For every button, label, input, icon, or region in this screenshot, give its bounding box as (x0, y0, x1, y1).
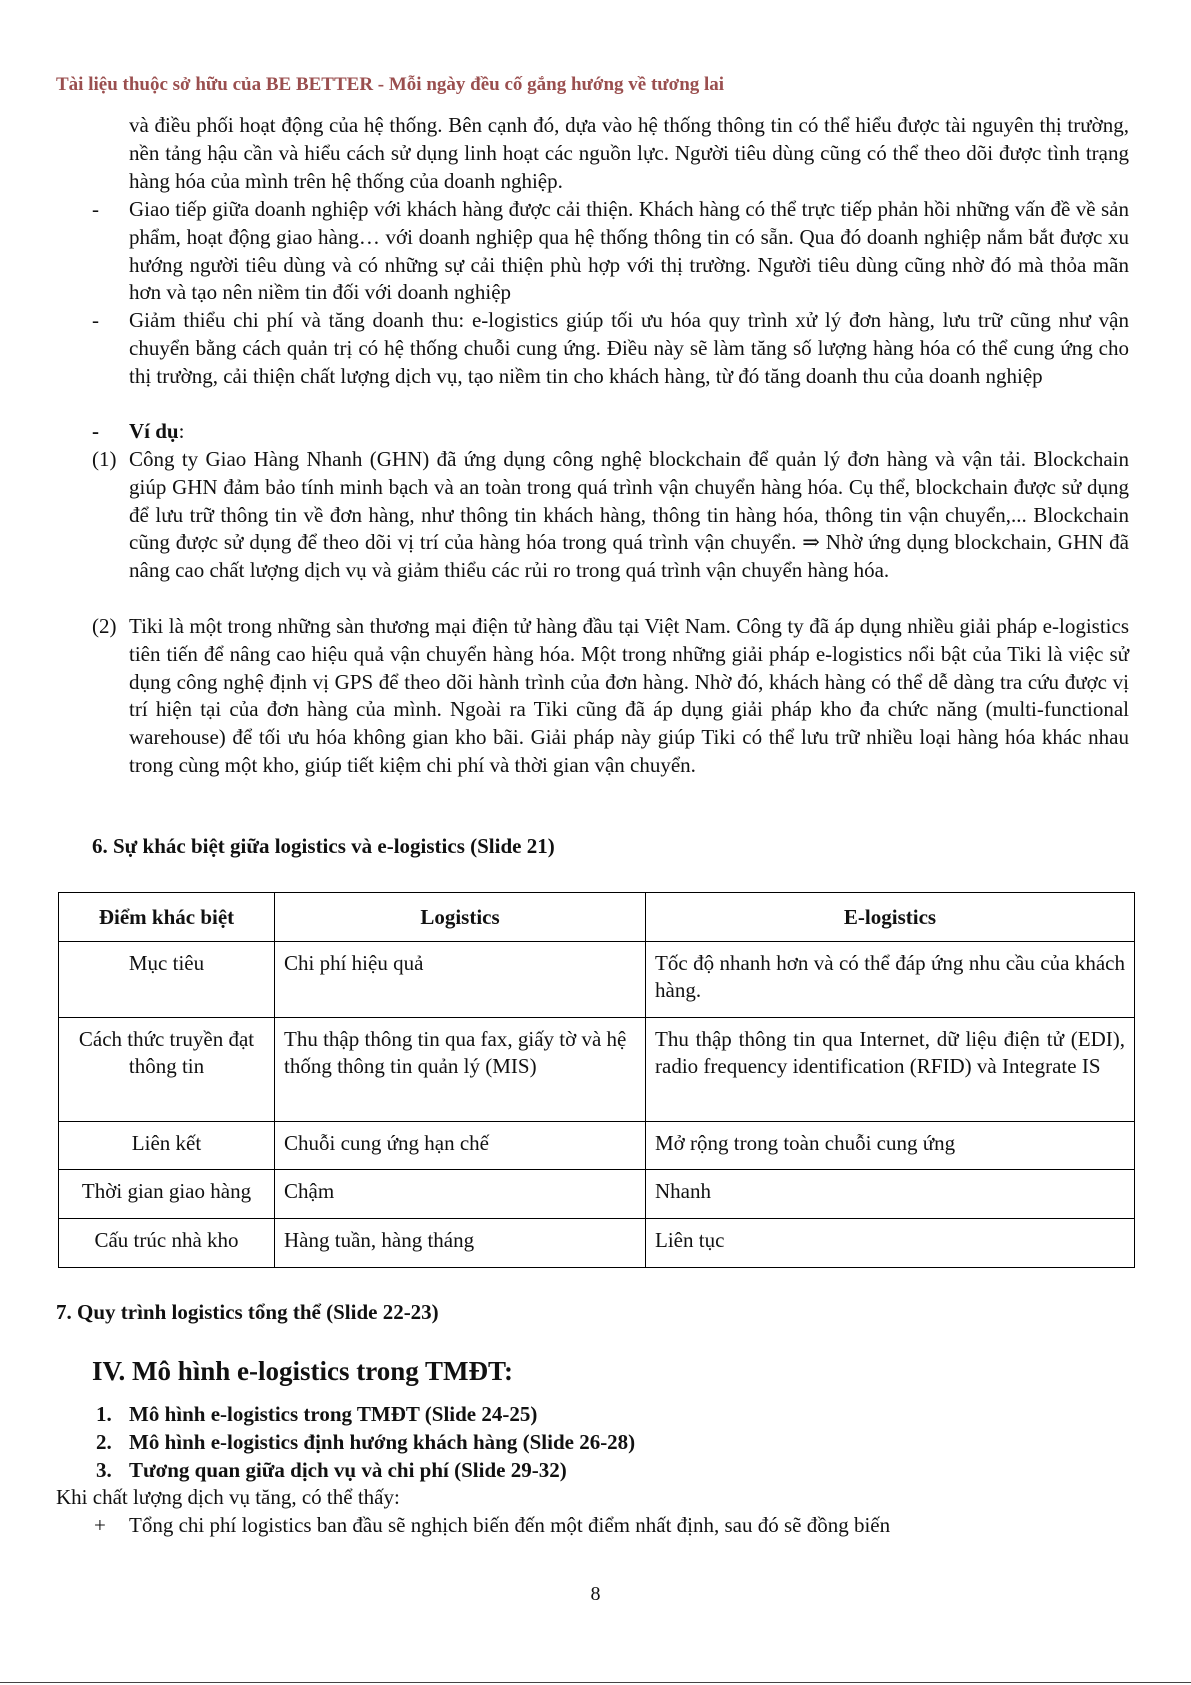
table-cell: Thời gian giao hàng (59, 1170, 275, 1219)
numbered-index: 1. (96, 1402, 112, 1426)
section-7-title: 7. Quy trình logistics tổng thể (Slide 22-23) (56, 1300, 439, 1324)
table-cell: Chi phí hiệu quả (275, 942, 646, 1018)
table-cell: Thu thập thông tin qua Internet, dữ liệu điện tử (EDI), radio frequency identification (RFID) và Integrate IS (646, 1018, 1135, 1122)
table-cell: Thu thập thông tin qua fax, giấy tờ và hệ thống thông tin quản lý (MIS) (275, 1018, 646, 1122)
numbered-index: 3. (96, 1458, 112, 1482)
section-6-title: 6. Sự khác biệt giữa logistics và e-logistics (Slide 21) (92, 834, 555, 858)
table-cell: Mục tiêu (59, 942, 275, 1018)
numbered-item: Mô hình e-logistics trong TMĐT (Slide 24-25) (129, 1402, 538, 1426)
example-heading (129, 418, 184, 446)
table-cell: Chậm (275, 1170, 646, 1219)
intro-text: và điều phối hoạt động của hệ thống. Bên cạnh đó, dựa vào hệ thống thông tin có thể hiểu được tài nguyên thị trường, nền tảng hậu cần và hiểu cách sử dụng linh hoạt các nguồn lực. Người tiêu dùng cũng có thể theo dõi được tình trạng hàng hóa của mình trên hệ thống của doanh nghiệp. (129, 113, 1129, 193)
table-row (59, 1170, 1135, 1219)
example-text: Công ty Giao Hàng Nhanh (GHN) đã ứng dụng công nghệ blockchain để quản lý đơn hàng và vận tải. Blockchain giúp GHN đảm bảo tính minh bạch và an toàn trong quá trình vận chuyển hàng hóa. Cụ thể, blockchain được sử dụng để lưu trữ thông tin về đơn hàng, như thông tin khách hàng, thông tin hàng hóa, thông tin vận chuyển,... Blockchain cũng được sử dụng để theo dõi vị trí của hàng hóa trong quá trình vận chuyển. ⇒ Nhờ ứng dụng blockchain, GHN đã nâng cao chất lượng dịch vụ và giảm thiểu các rủi ro trong quá trình vận chuyển hàng hóa. (129, 447, 1129, 583)
example-marker: (2) (92, 614, 117, 638)
example-text: Tiki là một trong những sàn thương mại điện tử hàng đầu tại Việt Nam. Công ty đã áp dụng nhiều giải pháp e-logistics tiên tiến để nâng cao hiệu quả vận chuyển hàng hóa. Một trong những giải pháp e-logistics nổi bật của Tiki là việc sử dụng công nghệ định vị GPS để theo dõi hành trình của đơn hàng. Nhờ đó, khách hàng có thể dễ dàng tra cứu được vị trí hiện tại của đơn hàng của mình. Ngoài ra Tiki cũng đã áp dụng giải pháp kho đa chức năng (multi-functional warehouse) để tối ưu hóa không gian kho bãi. Giải pháp này giúp Tiki có thể lưu trữ nhiều loại hàng hóa khác nhau trong cùng một kho, giúp tiết kiệm chi phí và thời gian vận chuyển. (129, 614, 1129, 777)
numbered-item: Mô hình e-logistics định hướng khách hàng (Slide 26-28) (129, 1430, 636, 1454)
table-cell: Cách thức truyền đạt thông tin (59, 1018, 275, 1122)
example-bullet-marker: - (92, 419, 99, 443)
table-cell: Mở rộng trong toàn chuỗi cung ứng (646, 1122, 1135, 1170)
table-header-row (59, 893, 1135, 942)
table-cell: Cấu trúc nhà kho (59, 1219, 275, 1268)
page-header: Tài liệu thuộc sở hữu của BE BETTER - Mỗi ngày đều cố gắng hướng về tương lai (56, 74, 725, 95)
table-cell: Liên kết (59, 1122, 275, 1170)
footer-divider (0, 1682, 1191, 1683)
intro-paragraph (129, 112, 1129, 195)
bullet-marker: - (92, 308, 99, 332)
table-row (59, 942, 1135, 1018)
table-cell: Chuỗi cung ứng hạn chế (275, 1122, 646, 1170)
table-header-cell: E-logistics (646, 893, 1135, 942)
closing-bullet-marker: + (94, 1513, 106, 1537)
numbered-item: Tương quan giữa dịch vụ và chi phí (Slide 29-32) (129, 1458, 567, 1482)
bullet-text: Giao tiếp giữa doanh nghiệp với khách hàng được cải thiện. Khách hàng có thể trực tiếp phản hồi những vấn đề về sản phẩm, hoạt động giao hàng… với doanh nghiệp qua hệ thống thông tin có sẵn. Qua đó doanh nghiệp nắm bắt được xu hướng người tiêu dùng và có những sự cải thiện phù hợp với thị trường. Người tiêu dùng cũng nhờ đó mà thỏa mãn hơn và tạo nên niềm tin đối với doanh nghiệp (129, 197, 1129, 305)
table-cell: Hàng tuần, hàng tháng (275, 1219, 646, 1268)
example-label: Ví dụ (129, 419, 179, 443)
page-number: 8 (590, 1583, 601, 1605)
table-row (59, 1122, 1135, 1170)
table-cell: Tốc độ nhanh hơn và có thể đáp ứng nhu cầu của khách hàng. (646, 942, 1135, 1018)
table-cell: Nhanh (646, 1170, 1135, 1219)
comparison-table (58, 892, 1135, 1268)
section-iv-title: IV. Mô hình e-logistics trong TMĐT: (92, 1356, 514, 1386)
example-colon: : (178, 419, 185, 443)
bullet-marker: - (92, 197, 99, 221)
table-row (59, 1018, 1135, 1122)
table-header-cell: Điểm khác biệt (59, 893, 275, 942)
table-row (59, 1219, 1135, 1268)
closing-intro: Khi chất lượng dịch vụ tăng, có thể thấy: (56, 1485, 400, 1509)
table-cell: Liên tục (646, 1219, 1135, 1268)
closing-bullet-text: Tổng chi phí logistics ban đầu sẽ nghịch biến đến một điểm nhất định, sau đó sẽ đồng biến (129, 1513, 891, 1537)
numbered-index: 2. (96, 1430, 112, 1454)
bullet-text: Giảm thiểu chi phí và tăng doanh thu: e-logistics giúp tối ưu hóa quy trình xử lý đơn hàng, lưu trữ cũng như vận chuyển bằng cách quản trị có hệ thống chuỗi cung ứng. Điều này sẽ làm tăng số lượng hàng hóa có thể cung ứng cho thị trường, cải thiện chất lượng dịch vụ, tạo niềm tin cho khách hàng, từ đó tăng doanh thu của doanh nghiệp (129, 308, 1129, 388)
example-marker: (1) (92, 447, 117, 471)
table-header-cell: Logistics (275, 893, 646, 942)
